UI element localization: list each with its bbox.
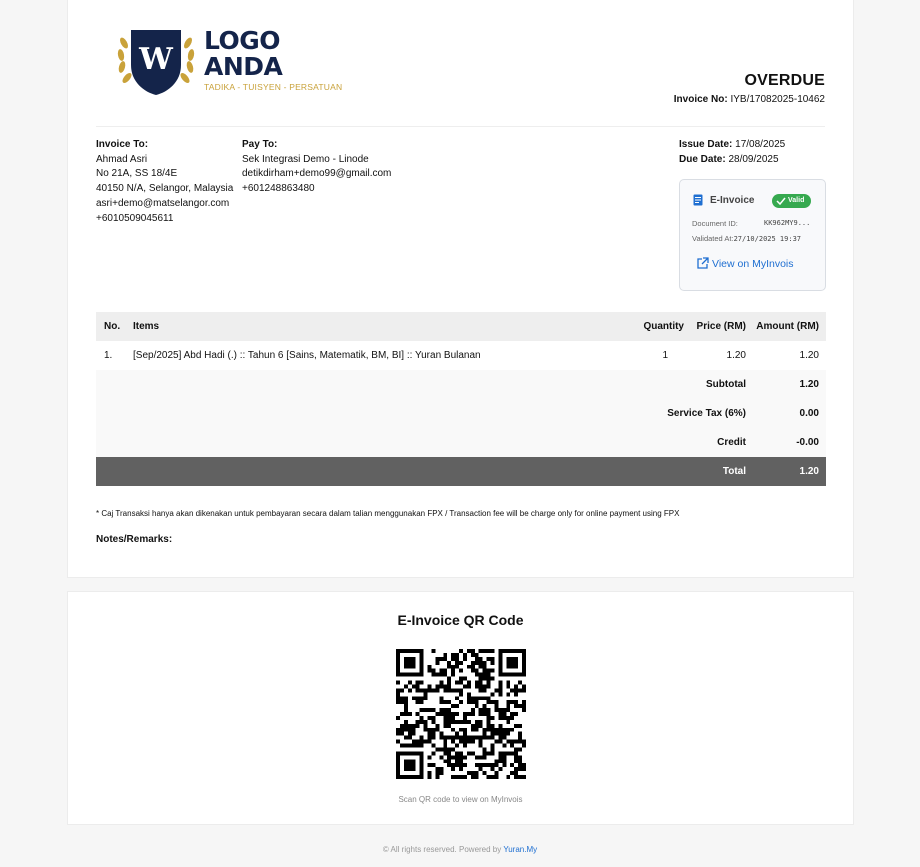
due-date-value: 28/09/2025 <box>728 153 779 165</box>
document-id-row <box>692 219 811 228</box>
subtotal-value: 1.20 <box>799 379 819 390</box>
view-on-myinvois-link[interactable] <box>696 257 794 270</box>
invoice-to-heading: Invoice To: <box>96 139 149 150</box>
issue-date <box>679 138 785 153</box>
subtotal-label: Subtotal <box>706 379 746 390</box>
invoice-number <box>674 94 825 105</box>
credit-row <box>96 428 826 457</box>
pay-to-heading: Pay To: <box>242 139 278 150</box>
total-value: 1.20 <box>799 466 819 477</box>
column-header-price: Price (RM) <box>696 321 746 332</box>
pay-to-phone: +601248863480 <box>242 183 315 195</box>
invoice-to-name: Ahmad Asri <box>96 153 148 165</box>
invoice-number-value: IYB/17082025-10462 <box>730 94 825 105</box>
row-no: 1. <box>104 350 113 361</box>
company-logo <box>116 27 356 99</box>
footer-link[interactable]: Yuran.My <box>503 845 538 854</box>
row-quantity: 1 <box>662 350 668 361</box>
pay-to-name: Sek Integrasi Demo - Linode <box>242 153 369 165</box>
footer-text: © All rights reserved. Powered by <box>382 845 502 854</box>
external-link-icon <box>696 257 709 270</box>
due-date-label: Due Date: <box>679 153 726 165</box>
due-date <box>679 153 785 168</box>
pay-to-email: detikdirham+demo99@gmail.com <box>242 168 392 180</box>
credit-value: -0.00 <box>796 437 819 448</box>
table-header-row <box>96 312 826 341</box>
document-id-label: Document ID: <box>692 219 738 228</box>
issue-date-label: Issue Date: <box>679 139 733 150</box>
invoice-to-address-1: No 21A, SS 18/4E <box>96 168 178 180</box>
divider <box>96 126 825 127</box>
issue-date-value: 17/08/2025 <box>735 139 786 150</box>
transaction-fee-note: * Caj Transaksi hanya akan dikenakan untuk pembayaran secara dalam talian menggunakan FPX / Transaction fee will be charge only for online payment using FPX <box>96 509 680 518</box>
qr-caption: Scan QR code to view on MyInvois <box>398 795 523 804</box>
valid-badge-label: Valid <box>788 197 805 204</box>
tax-row <box>96 399 826 428</box>
pay-to-block <box>242 138 391 197</box>
total-label: Total <box>722 466 746 477</box>
column-header-items: Items <box>133 321 160 332</box>
valid-badge <box>772 194 811 208</box>
einvoice-qr-code <box>396 649 526 779</box>
invoice-to-phone: +6010509045611 <box>96 212 174 224</box>
svg-text:W: W <box>139 42 173 77</box>
invoice-status: OVERDUE <box>744 72 825 89</box>
column-header-no: No. <box>104 321 121 332</box>
tax-label: Service Tax (6%) <box>667 408 746 419</box>
qr-title: E-Invoice QR Code <box>397 612 524 628</box>
invoice-card <box>67 0 854 578</box>
column-header-amount: Amount (RM) <box>756 321 819 332</box>
validated-at-label: Validated At: <box>692 234 734 243</box>
invoice-to-address-2: 40150 N/A, Selangor, Malaysia <box>96 183 234 195</box>
credit-label: Credit <box>717 437 746 448</box>
receipt-icon <box>693 194 703 206</box>
shield-logo-icon <box>116 27 196 97</box>
document-id-value: KK962MY9... <box>764 219 811 227</box>
einvoice-panel <box>679 179 826 291</box>
invoice-dates <box>679 138 785 167</box>
qr-modules <box>396 649 526 779</box>
invoice-to-email: asri+demo@matselangor.com <box>96 197 230 209</box>
logo-line-1: LOGO <box>204 26 281 55</box>
footer <box>0 845 920 854</box>
invoice-items-table <box>96 312 826 486</box>
tax-value: 0.00 <box>799 408 819 419</box>
check-icon <box>776 197 786 205</box>
view-on-myinvois-label: View on MyInvois <box>712 257 794 270</box>
qr-card <box>67 591 854 825</box>
row-price: 1.20 <box>726 350 746 361</box>
table-row <box>96 341 826 370</box>
row-amount: 1.20 <box>799 350 819 361</box>
row-item: [Sep/2025] Abd Hadi (.) :: Tahun 6 [Sains, Matematik, BM, BI] :: Yuran Bulanan <box>133 350 481 361</box>
logo-subtitle: TADIKA - TUISYEN - PERSATUAN <box>204 82 343 92</box>
logo-line-2: ANDA <box>204 52 283 81</box>
invoice-number-label: Invoice No: <box>673 94 728 105</box>
validated-at-row <box>692 234 801 243</box>
logo-wordmark <box>204 28 282 80</box>
column-header-quantity: Quantity <box>643 321 684 332</box>
invoice-to-block <box>96 138 233 226</box>
validated-at-value: 27/10/2025 19:37 <box>733 235 801 243</box>
total-row <box>96 457 826 486</box>
notes-remarks-label: Notes/Remarks: <box>96 534 173 545</box>
einvoice-title: E-Invoice <box>710 195 755 206</box>
subtotal-row <box>96 370 826 399</box>
